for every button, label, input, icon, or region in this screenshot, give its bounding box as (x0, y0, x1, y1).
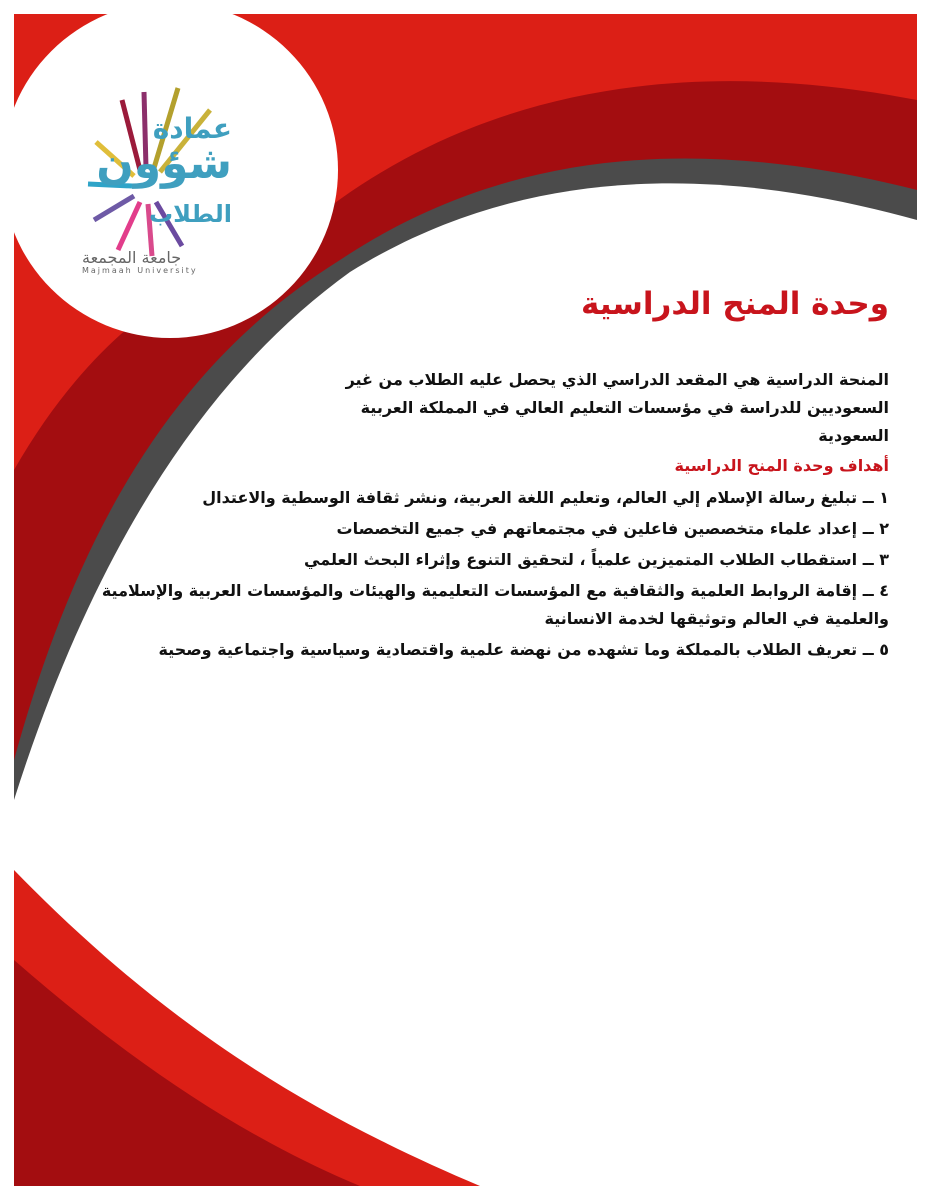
goal-item-1: ١ ــ تبليغ رسالة الإسلام إلي العالم، وتعليم اللغة العربية، ونشر ثقافة الوسطية والاعتدال (202, 488, 889, 507)
university-name-en: Majmaah University (82, 266, 198, 275)
logo-line2: شؤون (96, 138, 232, 189)
goal-item-5: ٥ ــ تعريف الطلاب بالمملكة وما تشهده من نهضة علمية واقتصادية وسياسية واجتماعية وصحية (158, 640, 889, 659)
goals-list (89, 484, 889, 667)
goal-item-2: ٢ ــ إعداد علماء متخصصين فاعلين في مجتمعاتهم في جميع التخصصات (336, 519, 889, 538)
goal-item-4: ٤ ــ إقامة الروابط العلمية والثقافية مع المؤسسات التعليمية والهيئات والمؤسسات العربية والإسلامية والعلمية في العالم وتوثيقها لخدمة الانسانية (101, 581, 889, 628)
logo (70, 70, 270, 290)
university-name-ar: جامعة المجمعة (82, 248, 182, 267)
goals-title: أهداف وحدة المنح الدراسية (674, 456, 889, 475)
page-title: وحدة المنح الدراسية (580, 286, 889, 322)
logo-line3: الطلاب (149, 200, 232, 228)
goal-item-3: ٣ ــ استقطاب الطلاب المتميزين علمياً ، لتحقيق التنوع وإثراء البحث العلمي (304, 550, 889, 569)
logo-line1: عمادة (152, 112, 232, 145)
intro-paragraph: المنحة الدراسية هي المقعد الدراسي الذي يحصل عليه الطلاب من غير السعوديين للدراسة في مؤسسات التعليم العالي في المملكة العربية السعودية (345, 370, 889, 445)
